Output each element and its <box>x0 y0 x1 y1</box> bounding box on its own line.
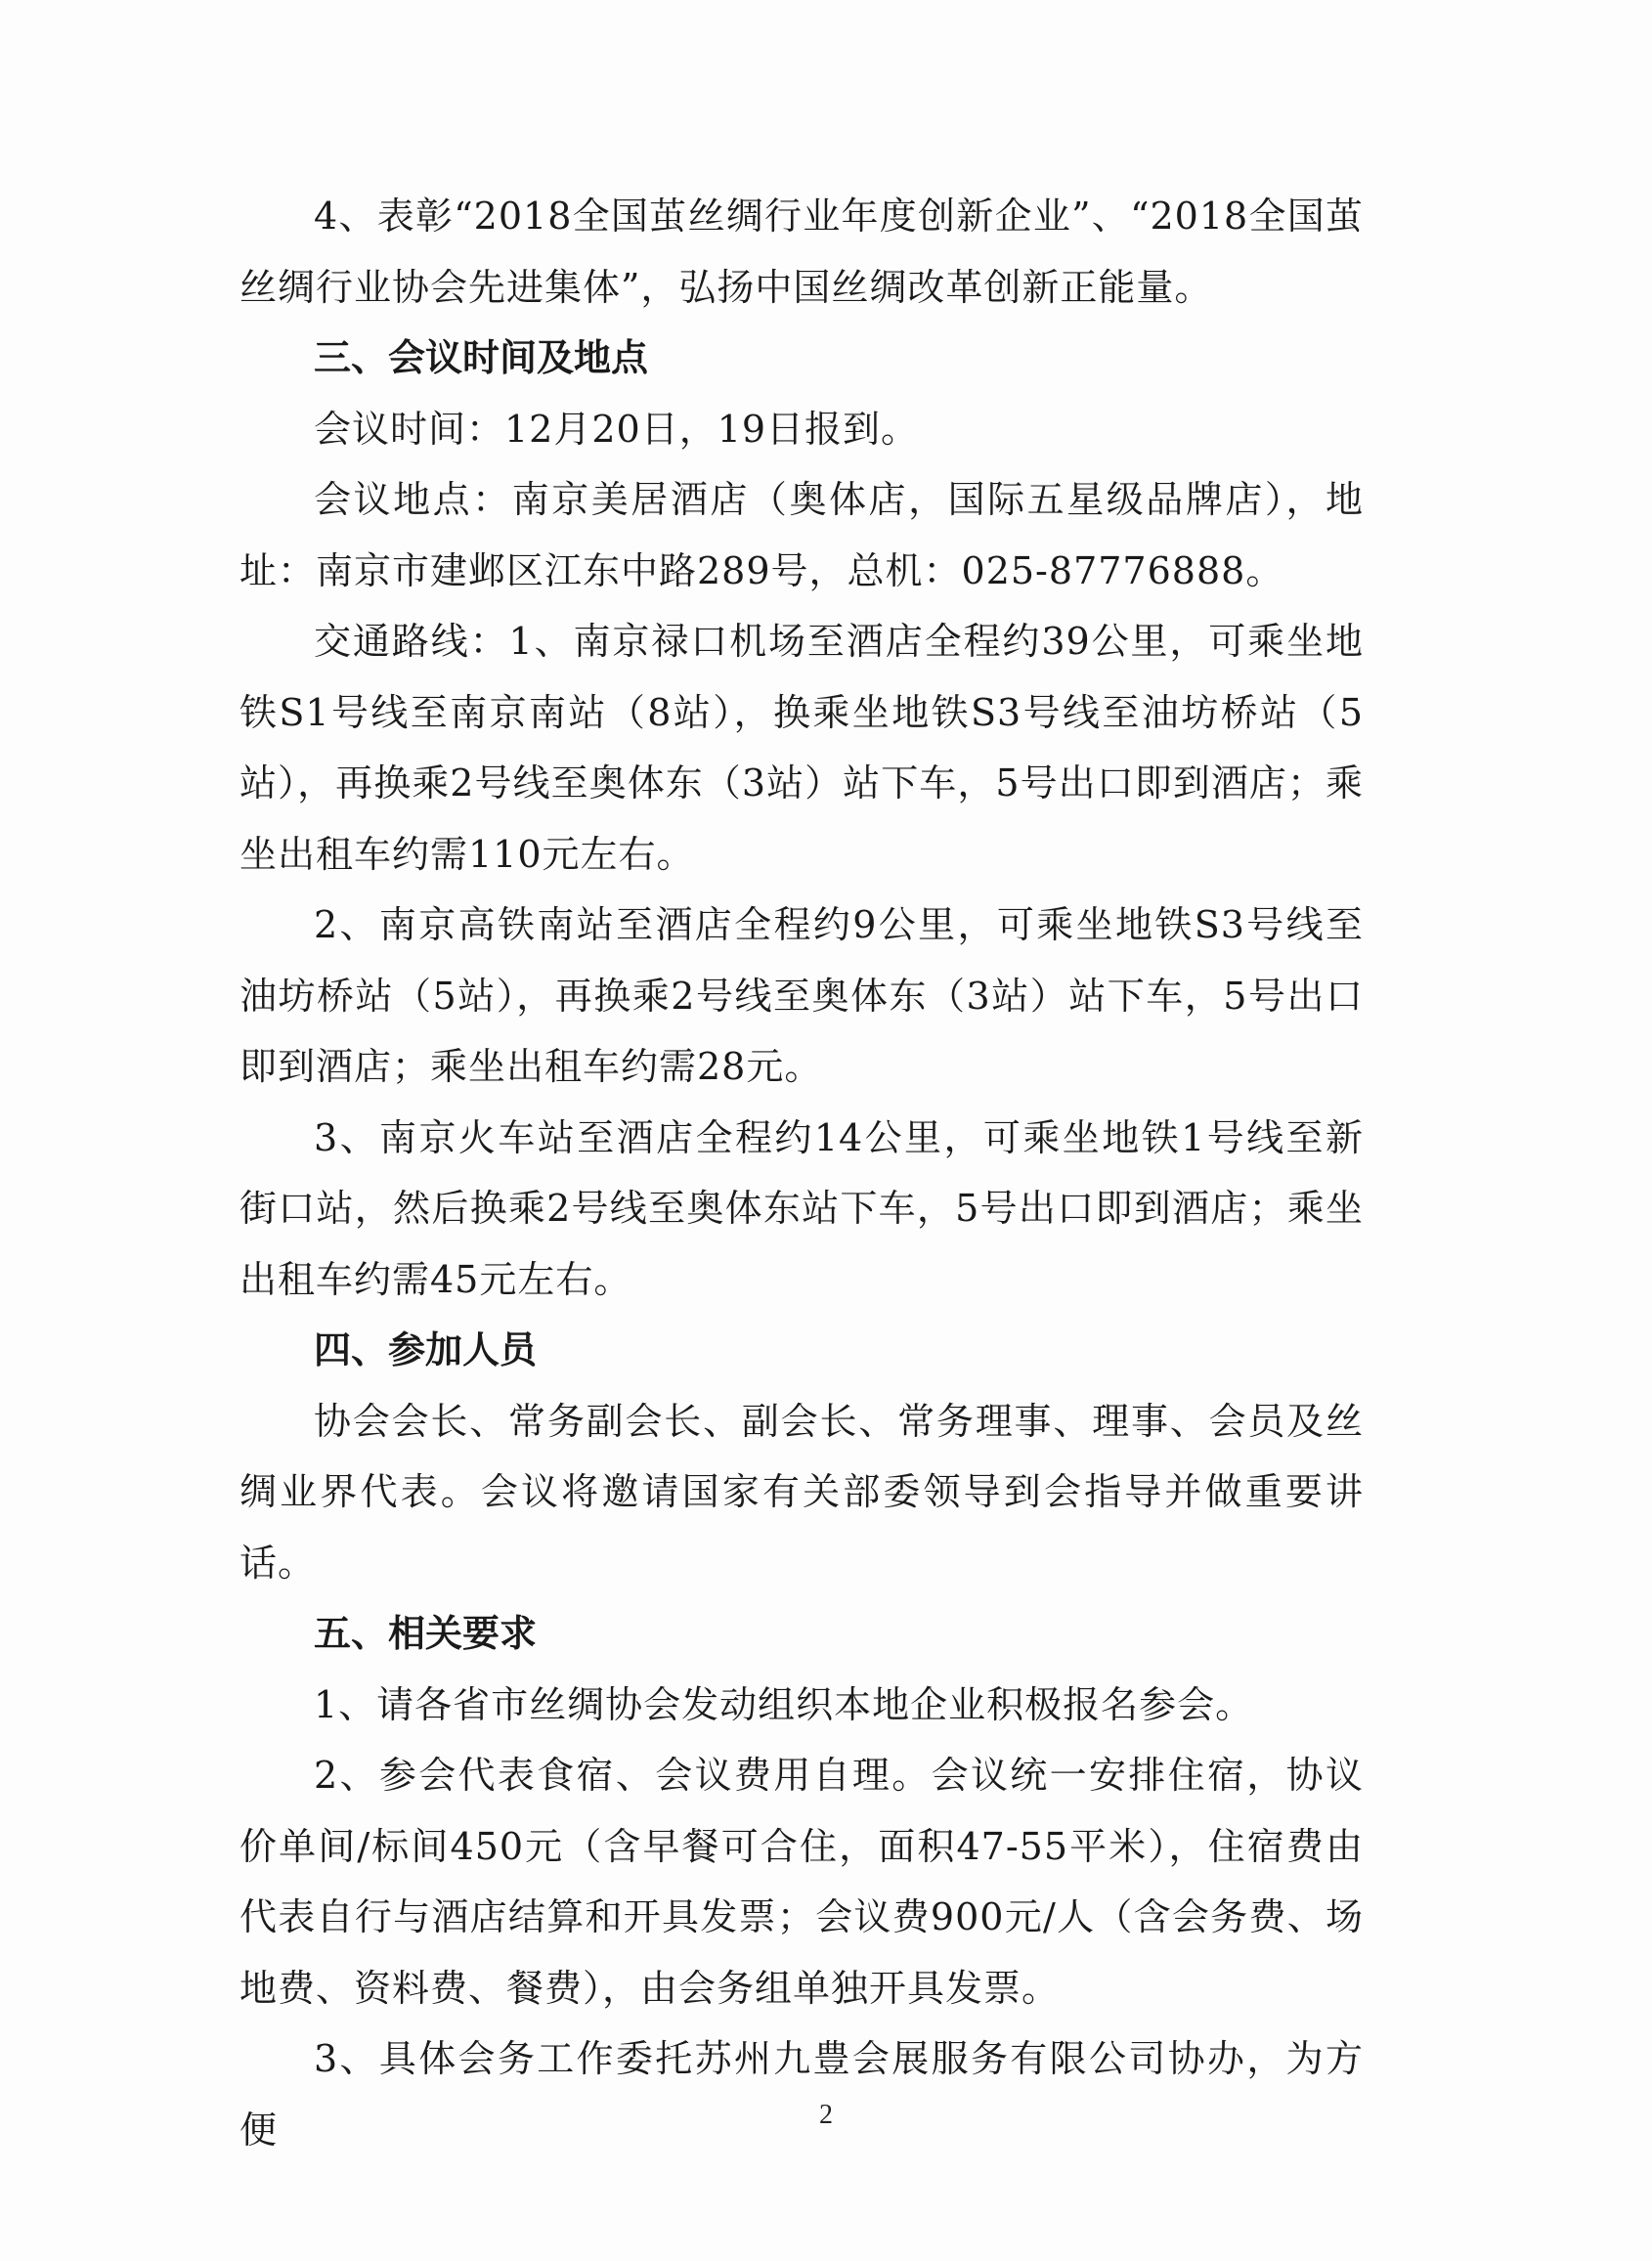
paragraph-requirement-3: 3、具体会务工作委托苏州九豊会展服务有限公司协办，为方便 <box>239 2037 1364 2152</box>
section-heading-requirements: 五、相关要求 <box>314 1612 538 1655</box>
section-heading-attendees: 四、参加人员 <box>314 1328 538 1371</box>
paragraph-route-airport: 交通路线：1、南京禄口机场至酒店全程约39公里，可乘坐地铁S1号线至南京南站（8站），换乘坐地铁S3号线至油坊桥站（5站），再换乘2号线至奥体东（3站）站下车，5号出口即到酒店；乘坐出租车约需110元左右。 <box>239 620 1364 876</box>
paragraph-requirement-1: 1、请各省市丝绸协会发动组织本地企业积极报名参会。 <box>314 1682 1254 1726</box>
document-body <box>239 181 1364 2165</box>
section-heading-time-location: 三、会议时间及地点 <box>314 336 649 379</box>
paragraph-requirement-2: 2、参会代表食宿、会议费用自理。会议统一安排住宿，协议价单间/标间450元（含早餐可合住，面积47-55平米），住宿费由代表自行与酒店结算和开具发票；会议费900元/人（含会务费、场地费、资料费、餐费），由会务组单独开具发票。 <box>239 1754 1364 2010</box>
paragraph-route-high-speed-rail: 2、南京高铁南站至酒店全程约9公里，可乘坐地铁S3号线至油坊桥站（5站），再换乘2号线至奥体东（3站）站下车，5号出口即到酒店；乘坐出租车约需28元。 <box>239 903 1364 1088</box>
paragraph-commendation: 4、表彰“2018全国茧丝绸行业年度创新企业”、“2018全国茧丝绸行业协会先进集体”，弘扬中国丝绸改革创新正能量。 <box>239 195 1364 309</box>
paragraph-attendees: 协会会长、常务副会长、副会长、常务理事、理事、会员及丝绸业界代表。会议将邀请国家有关部委领导到会指导并做重要讲话。 <box>239 1399 1364 1585</box>
paragraph-meeting-time: 会议时间：12月20日，19日报到。 <box>314 407 920 451</box>
paragraph-route-train-station: 3、南京火车站至酒店全程约14公里，可乘坐地铁1号线至新街口站，然后换乘2号线至奥体东站下车，5号出口即到酒店；乘坐出租车约需45元左右。 <box>239 1115 1364 1301</box>
page-number: 2 <box>819 2100 833 2130</box>
paragraph-meeting-location: 会议地点：南京美居酒店（奥体店，国际五星级品牌店），地址：南京市建邺区江东中路289号，总机：025-87776888。 <box>239 478 1364 592</box>
